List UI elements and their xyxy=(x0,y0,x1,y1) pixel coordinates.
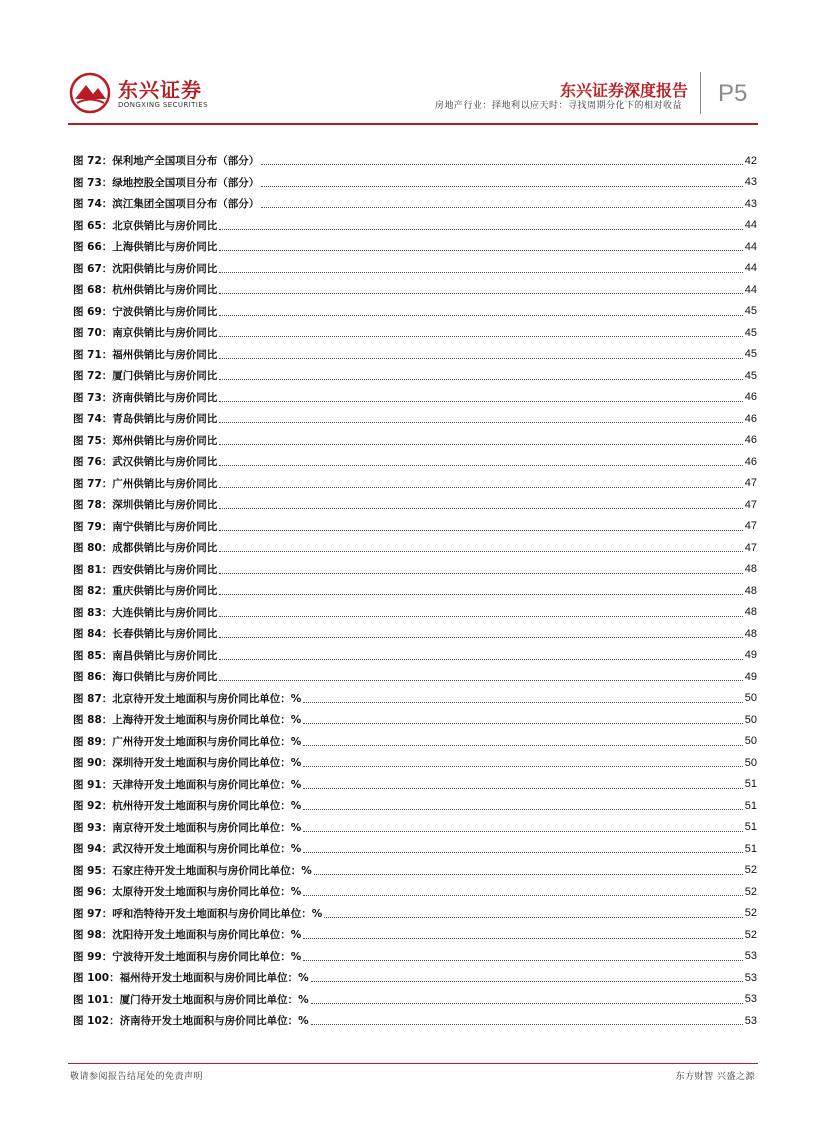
toc-entry[interactable] xyxy=(73,774,757,796)
report-title: 东兴证券深度报告 xyxy=(560,81,689,100)
toc-leader-dots xyxy=(303,852,742,853)
footer-disclaimer: 敬请参阅报告结尾处的免责声明 xyxy=(70,1072,204,1082)
toc-entry[interactable] xyxy=(73,451,757,473)
toc-entry-page: 53 xyxy=(744,950,757,963)
header-divider xyxy=(700,72,701,114)
toc-entry[interactable] xyxy=(73,989,757,1011)
toc-leader-dots xyxy=(219,530,742,531)
toc-entry-label: 图 70：南京供销比与房价同比 xyxy=(73,327,218,340)
toc-entry-page: 42 xyxy=(744,154,757,167)
toc-entry-page: 43 xyxy=(744,197,757,210)
toc-entry-page: 44 xyxy=(744,240,757,253)
toc-leader-dots xyxy=(324,917,742,918)
toc-entry-page: 47 xyxy=(744,498,757,511)
toc-entry-label: 图 83：大连供销比与房价同比 xyxy=(73,606,218,619)
toc-entry-label: 图 67：沈阳供销比与房价同比 xyxy=(73,262,218,275)
toc-entry-label: 图 88：上海待开发土地面积与房价同比单位：% xyxy=(73,714,302,727)
toc-entry[interactable] xyxy=(73,881,757,903)
toc-entry-label: 图 68：杭州供销比与房价同比 xyxy=(73,284,218,297)
toc-entry-label: 图 66：上海供销比与房价同比 xyxy=(73,241,218,254)
toc-entry-page: 50 xyxy=(744,713,757,726)
toc-leader-dots xyxy=(219,401,742,402)
toc-entry[interactable] xyxy=(73,903,757,925)
toc-leader-dots xyxy=(219,272,742,273)
toc-entry-page: 51 xyxy=(744,778,757,791)
toc-entry-page: 53 xyxy=(744,993,757,1006)
toc-leader-dots xyxy=(303,723,742,724)
toc-leader-dots xyxy=(219,422,742,423)
toc-entry-label: 图 99：宁波待开发土地面积与房价同比单位：% xyxy=(73,950,302,963)
toc-leader-dots xyxy=(311,981,743,982)
toc-entry-label: 图 65：北京供销比与房价同比 xyxy=(73,219,218,232)
toc-entry-page: 48 xyxy=(744,606,757,619)
toc-entry[interactable] xyxy=(73,215,757,237)
toc-leader-dots xyxy=(219,573,742,574)
toc-leader-dots xyxy=(219,293,742,294)
toc-leader-dots xyxy=(303,788,742,789)
toc-entry-label: 图 76：武汉供销比与房价同比 xyxy=(73,456,218,469)
toc-entry[interactable] xyxy=(73,494,757,516)
toc-leader-dots xyxy=(219,250,742,251)
toc-entry-page: 51 xyxy=(744,842,757,855)
toc-leader-dots xyxy=(303,895,742,896)
toc-entry-label: 图 89：广州待开发土地面积与房价同比单位：% xyxy=(73,735,302,748)
toc-entry-label: 图 82：重庆供销比与房价同比 xyxy=(73,585,218,598)
toc-leader-dots xyxy=(219,680,742,681)
toc-entry-label: 图 78：深圳供销比与房价同比 xyxy=(73,499,218,512)
footer-rule xyxy=(68,1063,758,1064)
toc-entry-label: 图 73：绿地控股全国项目分布（部分） xyxy=(73,176,260,189)
toc-entry[interactable] xyxy=(73,258,757,280)
toc-entry-label: 图 84：长春供销比与房价同比 xyxy=(73,628,218,641)
toc-leader-dots xyxy=(261,207,742,208)
footer-slogan: 东方财智 兴盛之源 xyxy=(675,1072,755,1082)
toc-entry-page: 49 xyxy=(744,670,757,683)
toc-leader-dots xyxy=(261,164,742,165)
toc-entry-label: 图 92：杭州待开发土地面积与房价同比单位：% xyxy=(73,800,302,813)
header-rule xyxy=(68,123,758,125)
toc-entry[interactable] xyxy=(73,580,757,602)
toc-entry-page: 45 xyxy=(744,305,757,318)
company-logo xyxy=(68,72,208,114)
toc-entry[interactable] xyxy=(73,838,757,860)
toc-entry[interactable] xyxy=(73,473,757,495)
toc-entry-page: 47 xyxy=(744,520,757,533)
toc-leader-dots xyxy=(261,186,742,187)
toc-entry-page: 45 xyxy=(744,369,757,382)
toc-entry-label: 图 91：天津待开发土地面积与房价同比单位：% xyxy=(73,778,302,791)
toc-entry-label: 图 79：南宁供销比与房价同比 xyxy=(73,520,218,533)
toc-entry[interactable] xyxy=(73,559,757,581)
toc-entry-label: 图 80：成都供销比与房价同比 xyxy=(73,542,218,555)
toc-leader-dots xyxy=(219,637,742,638)
toc-entry-page: 49 xyxy=(744,649,757,662)
toc-entry-page: 47 xyxy=(744,477,757,490)
toc-entry-page: 50 xyxy=(744,756,757,769)
toc-entry-label: 图 74：滨江集团全国项目分布（部分） xyxy=(73,198,260,211)
toc-entry-label: 图 96：太原待开发土地面积与房价同比单位：% xyxy=(73,886,302,899)
toc-leader-dots xyxy=(219,594,742,595)
toc-entry[interactable] xyxy=(73,967,757,989)
toc-entry-page: 48 xyxy=(744,563,757,576)
toc-entry-page: 48 xyxy=(744,627,757,640)
toc-leader-dots xyxy=(311,1024,743,1025)
toc-entry[interactable] xyxy=(73,1010,757,1032)
toc-entry-page: 53 xyxy=(744,971,757,984)
toc-entry-label: 图 77：广州供销比与房价同比 xyxy=(73,477,218,490)
toc-entry-label: 图 94：武汉待开发土地面积与房价同比单位：% xyxy=(73,843,302,856)
toc-entry-label: 图 102：济南待开发土地面积与房价同比单位：% xyxy=(73,1015,309,1028)
toc-leader-dots xyxy=(219,508,742,509)
toc-leader-dots xyxy=(303,766,742,767)
toc-entry[interactable] xyxy=(73,322,757,344)
toc-entry[interactable] xyxy=(73,709,757,731)
toc-entry[interactable] xyxy=(73,279,757,301)
toc-entry[interactable] xyxy=(73,645,757,667)
toc-leader-dots xyxy=(303,960,742,961)
report-subtitle: 房地产行业：择地利以应天时：寻找周期分化下的相对收益 xyxy=(435,101,683,111)
toc-leader-dots xyxy=(311,1003,743,1004)
toc-entry-label: 图 69：宁波供销比与房价同比 xyxy=(73,305,218,318)
toc-entry-label: 图 71：福州供销比与房价同比 xyxy=(73,348,218,361)
toc-entry-page: 46 xyxy=(744,434,757,447)
toc-entry[interactable] xyxy=(73,817,757,839)
toc-entry-label: 图 72：保利地产全国项目分布（部分） xyxy=(73,155,260,168)
toc-leader-dots xyxy=(219,444,742,445)
toc-leader-dots xyxy=(303,745,742,746)
toc-entry-label: 图 101：厦门待开发土地面积与房价同比单位：% xyxy=(73,993,309,1006)
toc-entry-page: 47 xyxy=(744,541,757,554)
toc-entry-label: 图 86：海口供销比与房价同比 xyxy=(73,671,218,684)
toc-entry-label: 图 75：郑州供销比与房价同比 xyxy=(73,434,218,447)
toc-entry-page: 51 xyxy=(744,799,757,812)
toc-entry-label: 图 72：厦门供销比与房价同比 xyxy=(73,370,218,383)
logo-text-en: DONGXING SECURITIES xyxy=(118,101,208,109)
toc-entry-label: 图 90：深圳待开发土地面积与房价同比单位：% xyxy=(73,757,302,770)
toc-entry[interactable] xyxy=(73,731,757,753)
toc-leader-dots xyxy=(219,358,742,359)
toc-entry[interactable] xyxy=(73,150,757,172)
toc-entry[interactable] xyxy=(73,688,757,710)
toc-entry-label: 图 74：青岛供销比与房价同比 xyxy=(73,413,218,426)
toc-entry-page: 51 xyxy=(744,821,757,834)
toc-entry-label: 图 97：呼和浩特待开发土地面积与房价同比单位：% xyxy=(73,907,323,920)
toc-entry-page: 46 xyxy=(744,455,757,468)
toc-leader-dots xyxy=(219,487,742,488)
toc-entry-page: 52 xyxy=(744,885,757,898)
toc-entry-page: 52 xyxy=(744,864,757,877)
toc-entry[interactable] xyxy=(73,946,757,968)
toc-leader-dots xyxy=(303,831,742,832)
toc-entry-label: 图 73：济南供销比与房价同比 xyxy=(73,391,218,404)
toc-leader-dots xyxy=(219,379,742,380)
toc-entry[interactable] xyxy=(73,623,757,645)
toc-entry-page: 52 xyxy=(744,907,757,920)
page-header xyxy=(0,0,827,130)
toc-entry[interactable] xyxy=(73,795,757,817)
toc-leader-dots xyxy=(303,809,742,810)
toc-entry-page: 50 xyxy=(744,735,757,748)
toc-entry-label: 图 87：北京待开发土地面积与房价同比单位：% xyxy=(73,692,302,705)
toc-entry[interactable] xyxy=(73,666,757,688)
toc-entry-page: 44 xyxy=(744,283,757,296)
toc-entry-page: 44 xyxy=(744,219,757,232)
toc-entry-page: 46 xyxy=(744,412,757,425)
page-number: P5 xyxy=(718,80,748,107)
toc-entry[interactable] xyxy=(73,602,757,624)
toc-entry[interactable] xyxy=(73,752,757,774)
toc-entry[interactable] xyxy=(73,172,757,194)
logo-text-cn: 东兴证券 xyxy=(118,78,202,102)
toc-entry-label: 图 95：石家庄待开发土地面积与房价同比单位：% xyxy=(73,864,312,877)
toc-entry-page: 44 xyxy=(744,262,757,275)
toc-leader-dots xyxy=(219,229,742,230)
toc-entry[interactable] xyxy=(73,365,757,387)
toc-entry-page: 52 xyxy=(744,928,757,941)
toc-entry[interactable] xyxy=(73,236,757,258)
toc-entry[interactable] xyxy=(73,924,757,946)
toc-leader-dots xyxy=(314,874,743,875)
toc-leader-dots xyxy=(219,616,742,617)
toc-entry[interactable] xyxy=(73,408,757,430)
toc-leader-dots xyxy=(303,938,742,939)
toc-entry-page: 50 xyxy=(744,692,757,705)
toc-entry-page: 45 xyxy=(744,348,757,361)
toc-entry-page: 48 xyxy=(744,584,757,597)
toc-entry-label: 图 93：南京待开发土地面积与房价同比单位：% xyxy=(73,821,302,834)
toc-leader-dots xyxy=(219,551,742,552)
toc-entry-label: 图 85：南昌供销比与房价同比 xyxy=(73,649,218,662)
toc-entry-label: 图 100：福州待开发土地面积与房价同比单位：% xyxy=(73,972,309,985)
toc-entry[interactable] xyxy=(73,537,757,559)
toc-entry-label: 图 98：沈阳待开发土地面积与房价同比单位：% xyxy=(73,929,302,942)
toc-entry[interactable] xyxy=(73,387,757,409)
toc-leader-dots xyxy=(219,315,742,316)
toc-entry[interactable] xyxy=(73,193,757,215)
toc-entry[interactable] xyxy=(73,430,757,452)
toc-entry-page: 43 xyxy=(744,176,757,189)
toc-entry-page: 45 xyxy=(744,326,757,339)
logo-mark-icon xyxy=(68,72,112,114)
toc-entry[interactable] xyxy=(73,344,757,366)
toc-leader-dots xyxy=(303,702,742,703)
toc-entry-page: 53 xyxy=(744,1014,757,1027)
toc-leader-dots xyxy=(219,659,742,660)
toc-entry-page: 46 xyxy=(744,391,757,404)
figure-list xyxy=(73,150,757,1032)
toc-entry[interactable] xyxy=(73,860,757,882)
toc-leader-dots xyxy=(219,336,742,337)
toc-entry-label: 图 81：西安供销比与房价同比 xyxy=(73,563,218,576)
toc-entry[interactable] xyxy=(73,301,757,323)
toc-entry[interactable] xyxy=(73,516,757,538)
toc-leader-dots xyxy=(219,465,742,466)
